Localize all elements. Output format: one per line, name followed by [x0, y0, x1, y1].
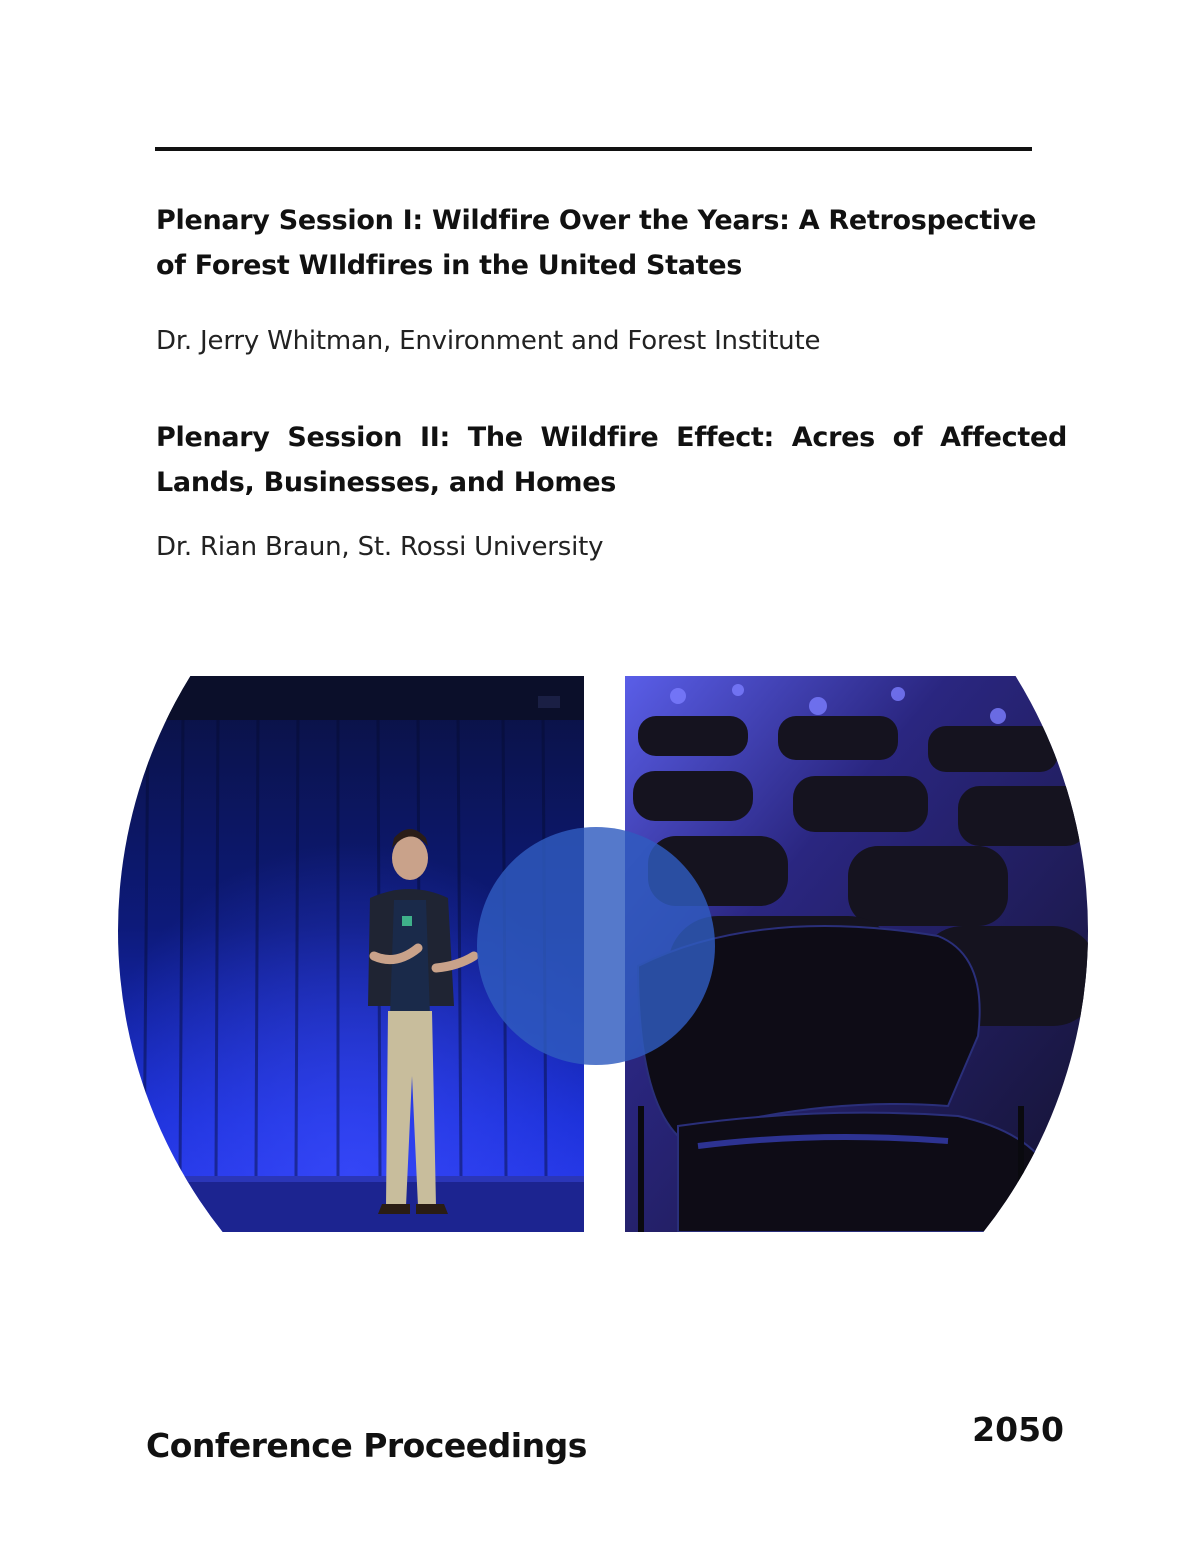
session-1-speaker: Dr. Jerry Whitman, Environment and Forest Institute: [156, 326, 821, 356]
top-rule: [155, 147, 1032, 151]
session-2-title: Plenary Session II: The Wildfire Effect: Acres of Affected Lands, Businesses, and Homes: [156, 422, 1067, 498]
session-2-speaker: Dr. Rian Braun, St. Rossi University: [156, 532, 604, 562]
photo-collage: [118, 676, 1090, 1232]
session-1-title: Plenary Session I: Wildfire Over the Years: A Retrospective of Forest WIldfires in the United States: [156, 205, 1037, 281]
footer-year: 2050: [972, 1410, 1064, 1449]
footer-label: Conference Proceedings: [146, 1426, 587, 1465]
